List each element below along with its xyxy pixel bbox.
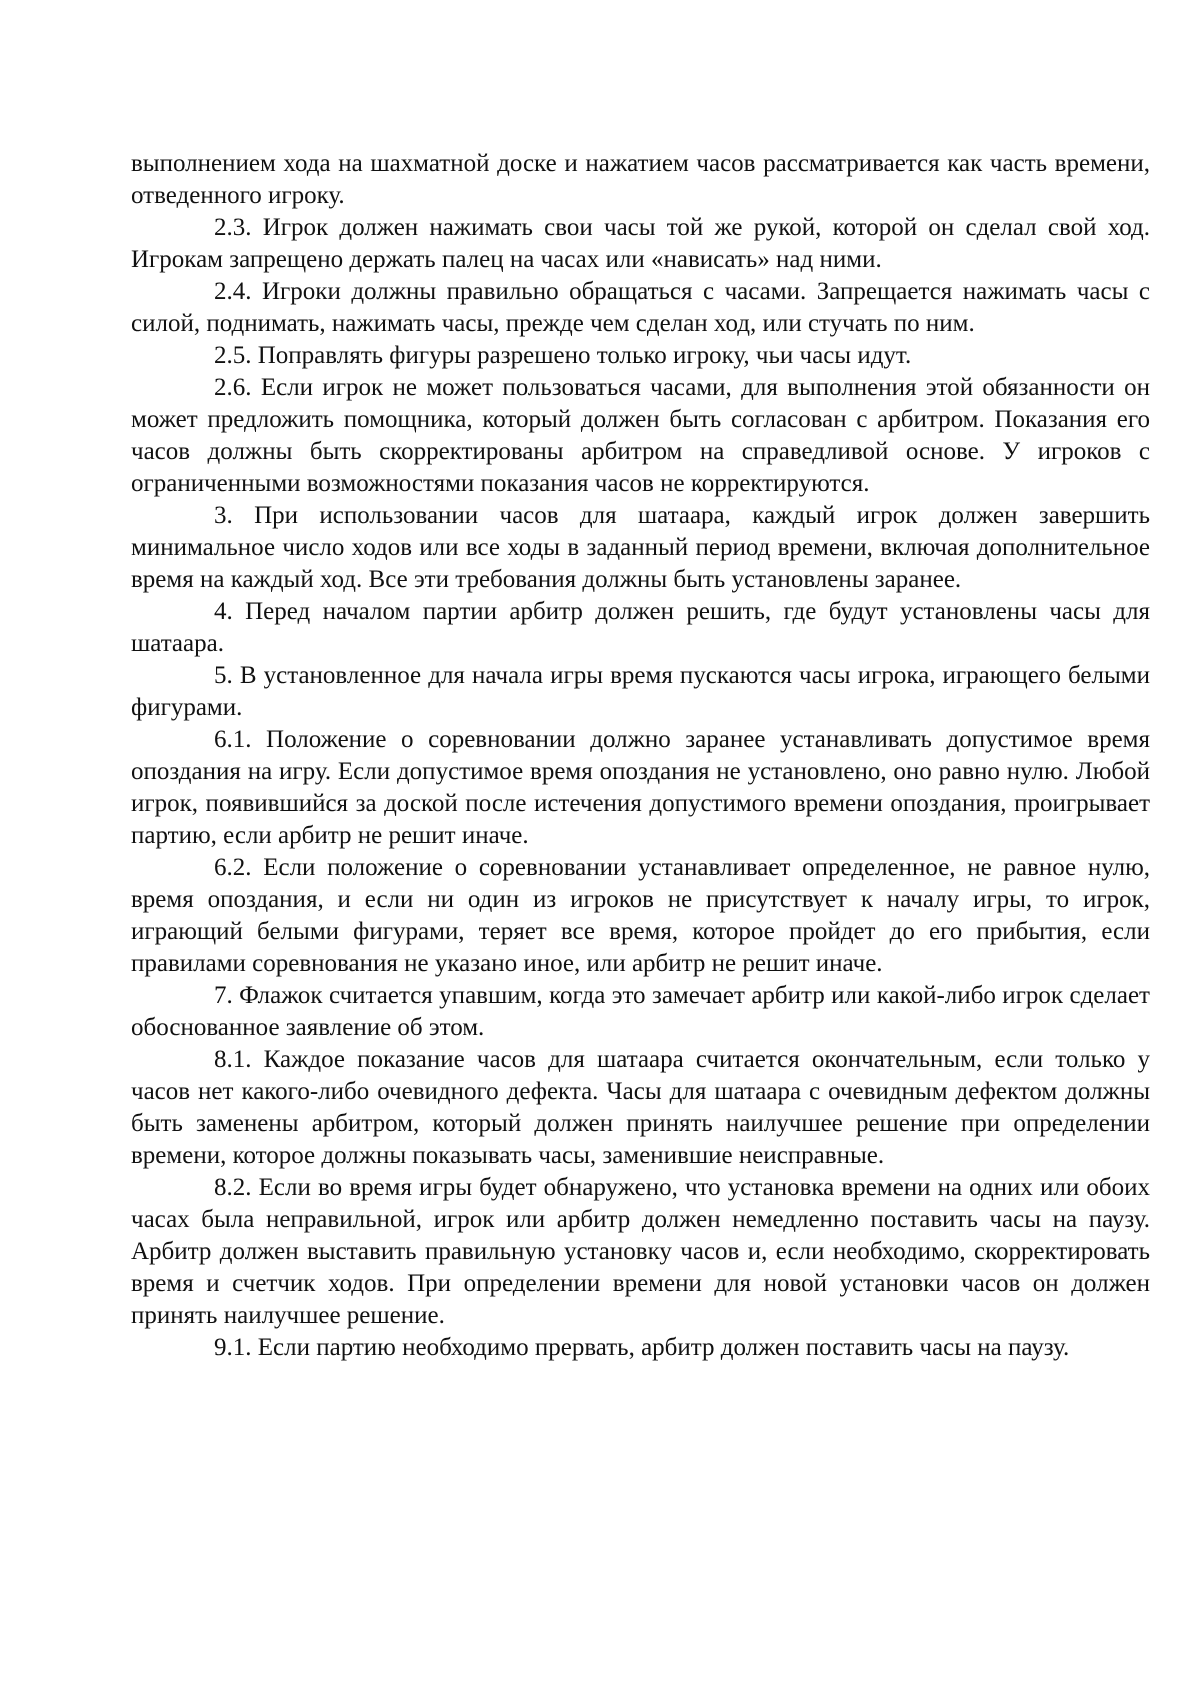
paragraph-4: 4. Перед началом партии арбитр должен решить, где будут установлены часы для шатаара. <box>131 598 1150 657</box>
paragraph-continuation: выполнением хода на шахматной доске и нажатием часов рассматривается как часть времени, отведенного игроку. <box>131 150 1150 209</box>
paragraph-6-2: 6.2. Если положение о соревновании устанавливает определенное, не равное нулю, время опоздания, и если ни один из игроков не присутствует к началу игры, то игрок, играющий белыми фигурами, теряет все время, которое пройдет до его прибытия, если правилами соревнования не указано иное, или арбитр не решит иначе. <box>131 854 1150 977</box>
paragraph-8-1: 8.1. Каждое показание часов для шатаара считается окончательным, если только у часов нет какого-либо очевидного дефекта. Часы для шатаара с очевидным дефектом должны быть заменены арбитром, который должен принять наилучшее решение при определении времени, которое должны показывать часы, заменившие неисправные. <box>131 1046 1150 1169</box>
paragraph-2-5: 2.5. Поправлять фигуры разрешено только игроку, чьи часы идут. <box>214 342 912 369</box>
paragraph-7: 7. Флажок считается упавшим, когда это замечает арбитр или какой-либо игрок сделает обоснованное заявление об этом. <box>131 982 1150 1041</box>
paragraph-9-1: 9.1. Если партию необходимо прервать, арбитр должен поставить часы на паузу. <box>214 1334 1070 1361</box>
paragraph-6-1: 6.1. Положение о соревновании должно заранее устанавливать допустимое время опоздания на игру. Если допустимое время опоздания не установлено, оно равно нулю. Любой игрок, появившийся за доской после истечения допустимого времени опоздания, проигрывает партию, если арбитр не решит иначе. <box>131 726 1150 849</box>
paragraph-5: 5. В установленное для начала игры время пускаются часы игрока, играющего белыми фигурами. <box>131 662 1150 721</box>
paragraph-2-4: 2.4. Игроки должны правильно обращаться с часами. Запрещается нажимать часы с силой, поднимать, нажимать часы, прежде чем сделан ход, или стучать по ним. <box>131 278 1150 337</box>
paragraph-2-3: 2.3. Игрок должен нажимать свои часы той же рукой, которой он сделал свой ход. Игрокам запрещено держать палец на часах или «нависать» над ними. <box>131 214 1150 273</box>
paragraph-8-2: 8.2. Если во время игры будет обнаружено, что установка времени на одних или обоих часах была неправильной, игрок или арбитр должен немедленно поставить часы на паузу. Арбитр должен выставить правильную установку часов и, если необходимо, скорректировать время и счетчик ходов. При определении времени для новой установки часов он должен принять наилучшее решение. <box>131 1174 1150 1329</box>
document-body <box>131 148 1150 1364</box>
paragraph-2-6: 2.6. Если игрок не может пользоваться часами, для выполнения этой обязанности он может предложить помощника, который должен быть согласован с арбитром. Показания его часов должны быть скорректированы арбитром на справедливой основе. У игроков с ограниченными возможностями показания часов не корректируются. <box>131 374 1150 497</box>
paragraph-3: 3. При использовании часов для шатаара, каждый игрок должен завершить минимальное число ходов или все ходы в заданный период времени, включая дополнительное время на каждый ход. Все эти требования должны быть установлены заранее. <box>131 502 1150 593</box>
